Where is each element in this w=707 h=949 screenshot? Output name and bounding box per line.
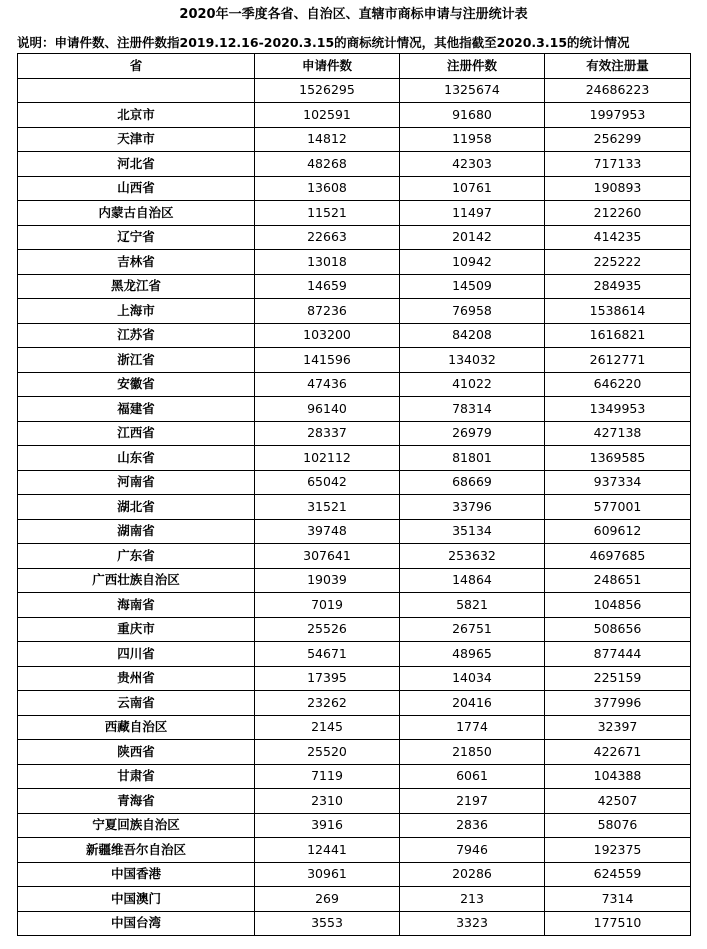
registrations-cell: 35134 bbox=[400, 519, 545, 544]
applications-cell: 11521 bbox=[255, 201, 400, 226]
valid-registrations-cell: 609612 bbox=[545, 519, 691, 544]
valid-registrations-cell: 414235 bbox=[545, 225, 691, 250]
table-row bbox=[18, 127, 691, 152]
registrations-cell: 48965 bbox=[400, 642, 545, 667]
applications-cell: 25526 bbox=[255, 617, 400, 642]
registrations-cell: 68669 bbox=[400, 470, 545, 495]
applications-cell: 17395 bbox=[255, 666, 400, 691]
table-row bbox=[18, 691, 691, 716]
applications-cell: 14659 bbox=[255, 274, 400, 299]
registrations-cell: 134032 bbox=[400, 348, 545, 373]
applications-cell: 54671 bbox=[255, 642, 400, 667]
valid-registrations-cell: 32397 bbox=[545, 715, 691, 740]
registrations-cell: 41022 bbox=[400, 372, 545, 397]
applications-cell: 102591 bbox=[255, 103, 400, 128]
table-row bbox=[18, 446, 691, 471]
applications-cell: 103200 bbox=[255, 323, 400, 348]
valid-registrations-cell: 1538614 bbox=[545, 299, 691, 324]
registrations-cell: 253632 bbox=[400, 544, 545, 569]
applications-cell: 13608 bbox=[255, 176, 400, 201]
province-cell: 新疆维吾尔自治区 bbox=[18, 838, 255, 863]
table-row bbox=[18, 887, 691, 912]
table-row bbox=[18, 348, 691, 373]
registrations-cell: 3323 bbox=[400, 911, 545, 936]
table-row bbox=[18, 152, 691, 177]
valid-registrations-cell: 177510 bbox=[545, 911, 691, 936]
table-row bbox=[18, 544, 691, 569]
valid-registrations-cell: 377996 bbox=[545, 691, 691, 716]
valid-registrations-cell: 1349953 bbox=[545, 397, 691, 422]
registrations-cell: 11497 bbox=[400, 201, 545, 226]
applications-cell: 23262 bbox=[255, 691, 400, 716]
province-cell: 陕西省 bbox=[18, 740, 255, 765]
registrations-cell: 2836 bbox=[400, 813, 545, 838]
province-cell: 山西省 bbox=[18, 176, 255, 201]
table-row bbox=[18, 176, 691, 201]
total-row bbox=[18, 78, 691, 103]
province-cell: 山东省 bbox=[18, 446, 255, 471]
registrations-cell: 81801 bbox=[400, 446, 545, 471]
table-body bbox=[18, 78, 691, 936]
applications-cell: 47436 bbox=[255, 372, 400, 397]
province-cell: 广西壮族自治区 bbox=[18, 568, 255, 593]
province-cell: 安徽省 bbox=[18, 372, 255, 397]
valid-registrations-cell: 104388 bbox=[545, 764, 691, 789]
applications-cell: 96140 bbox=[255, 397, 400, 422]
applications-cell: 13018 bbox=[255, 250, 400, 275]
registrations-cell: 213 bbox=[400, 887, 545, 912]
applications-cell: 7019 bbox=[255, 593, 400, 618]
valid-registrations-cell: 4697685 bbox=[545, 544, 691, 569]
table-row bbox=[18, 789, 691, 814]
valid-registrations-cell: 646220 bbox=[545, 372, 691, 397]
province-cell: 北京市 bbox=[18, 103, 255, 128]
registrations-cell: 14034 bbox=[400, 666, 545, 691]
valid-registrations-cell: 225222 bbox=[545, 250, 691, 275]
valid-registrations-cell: 284935 bbox=[545, 274, 691, 299]
header-row bbox=[18, 54, 691, 79]
table-row bbox=[18, 740, 691, 765]
registrations-cell: 11958 bbox=[400, 127, 545, 152]
registrations-cell: 33796 bbox=[400, 495, 545, 520]
valid-registrations-cell: 1616821 bbox=[545, 323, 691, 348]
applications-cell: 25520 bbox=[255, 740, 400, 765]
valid-registrations-cell: 7314 bbox=[545, 887, 691, 912]
province-cell: 内蒙古自治区 bbox=[18, 201, 255, 226]
header-registrations: 注册件数 bbox=[400, 54, 545, 79]
applications-cell: 30961 bbox=[255, 862, 400, 887]
valid-registrations-cell: 192375 bbox=[545, 838, 691, 863]
applications-cell: 39748 bbox=[255, 519, 400, 544]
valid-registrations-cell: 422671 bbox=[545, 740, 691, 765]
table-note: 说明：申请件数、注册件数指2019.12.16-2020.3.15的商标统计情况，其他指截至2020.3.15的统计情况 bbox=[17, 35, 630, 50]
applications-cell: 65042 bbox=[255, 470, 400, 495]
applications-cell: 22663 bbox=[255, 225, 400, 250]
table-row bbox=[18, 397, 691, 422]
registrations-cell: 14509 bbox=[400, 274, 545, 299]
registrations-cell: 10942 bbox=[400, 250, 545, 275]
province-cell: 广东省 bbox=[18, 544, 255, 569]
table-row bbox=[18, 323, 691, 348]
table-row bbox=[18, 103, 691, 128]
table-row bbox=[18, 225, 691, 250]
applications-cell: 48268 bbox=[255, 152, 400, 177]
applications-cell: 2310 bbox=[255, 789, 400, 814]
valid-registrations-cell: 577001 bbox=[545, 495, 691, 520]
valid-registrations-cell: 717133 bbox=[545, 152, 691, 177]
registrations-cell: 14864 bbox=[400, 568, 545, 593]
header-province: 省 bbox=[18, 54, 255, 79]
valid-registrations-cell: 225159 bbox=[545, 666, 691, 691]
registrations-cell: 10761 bbox=[400, 176, 545, 201]
province-cell: 天津市 bbox=[18, 127, 255, 152]
valid-registrations-cell: 624559 bbox=[545, 862, 691, 887]
province-cell: 四川省 bbox=[18, 642, 255, 667]
province-cell: 河北省 bbox=[18, 152, 255, 177]
province-cell: 青海省 bbox=[18, 789, 255, 814]
registrations-cell: 20286 bbox=[400, 862, 545, 887]
table-row bbox=[18, 519, 691, 544]
valid-registrations-cell: 1997953 bbox=[545, 103, 691, 128]
registrations-cell: 20142 bbox=[400, 225, 545, 250]
province-cell: 云南省 bbox=[18, 691, 255, 716]
province-cell: 重庆市 bbox=[18, 617, 255, 642]
registrations-cell: 5821 bbox=[400, 593, 545, 618]
header-valid-registrations: 有效注册量 bbox=[545, 54, 691, 79]
registrations-cell: 1774 bbox=[400, 715, 545, 740]
province-cell: 福建省 bbox=[18, 397, 255, 422]
table-row bbox=[18, 274, 691, 299]
table-row bbox=[18, 421, 691, 446]
table-row bbox=[18, 764, 691, 789]
table-row bbox=[18, 911, 691, 936]
registrations-cell: 7946 bbox=[400, 838, 545, 863]
statistics-table bbox=[17, 53, 691, 936]
registrations-cell: 42303 bbox=[400, 152, 545, 177]
province-cell: 甘肃省 bbox=[18, 764, 255, 789]
registrations-cell: 84208 bbox=[400, 323, 545, 348]
total-applications-cell: 1526295 bbox=[255, 78, 400, 103]
table-row bbox=[18, 250, 691, 275]
valid-registrations-cell: 937334 bbox=[545, 470, 691, 495]
valid-registrations-cell: 248651 bbox=[545, 568, 691, 593]
valid-registrations-cell: 1369585 bbox=[545, 446, 691, 471]
province-cell: 上海市 bbox=[18, 299, 255, 324]
table-row bbox=[18, 862, 691, 887]
valid-registrations-cell: 256299 bbox=[545, 127, 691, 152]
province-cell: 吉林省 bbox=[18, 250, 255, 275]
applications-cell: 12441 bbox=[255, 838, 400, 863]
applications-cell: 3916 bbox=[255, 813, 400, 838]
applications-cell: 19039 bbox=[255, 568, 400, 593]
province-cell: 海南省 bbox=[18, 593, 255, 618]
registrations-cell: 2197 bbox=[400, 789, 545, 814]
applications-cell: 141596 bbox=[255, 348, 400, 373]
table-header bbox=[18, 54, 691, 79]
applications-cell: 87236 bbox=[255, 299, 400, 324]
table-row bbox=[18, 568, 691, 593]
province-cell: 河南省 bbox=[18, 470, 255, 495]
valid-registrations-cell: 2612771 bbox=[545, 348, 691, 373]
table-row bbox=[18, 813, 691, 838]
valid-registrations-cell: 58076 bbox=[545, 813, 691, 838]
valid-registrations-cell: 212260 bbox=[545, 201, 691, 226]
province-cell: 湖北省 bbox=[18, 495, 255, 520]
table-row bbox=[18, 642, 691, 667]
applications-cell: 28337 bbox=[255, 421, 400, 446]
registrations-cell: 20416 bbox=[400, 691, 545, 716]
applications-cell: 102112 bbox=[255, 446, 400, 471]
valid-registrations-cell: 508656 bbox=[545, 617, 691, 642]
applications-cell: 269 bbox=[255, 887, 400, 912]
applications-cell: 31521 bbox=[255, 495, 400, 520]
province-cell: 辽宁省 bbox=[18, 225, 255, 250]
province-cell: 中国香港 bbox=[18, 862, 255, 887]
table-row bbox=[18, 470, 691, 495]
total-province-cell bbox=[18, 78, 255, 103]
registrations-cell: 26751 bbox=[400, 617, 545, 642]
province-cell: 浙江省 bbox=[18, 348, 255, 373]
total-registrations-cell: 1325674 bbox=[400, 78, 545, 103]
province-cell: 江苏省 bbox=[18, 323, 255, 348]
valid-registrations-cell: 427138 bbox=[545, 421, 691, 446]
registrations-cell: 78314 bbox=[400, 397, 545, 422]
applications-cell: 2145 bbox=[255, 715, 400, 740]
registrations-cell: 76958 bbox=[400, 299, 545, 324]
province-cell: 西藏自治区 bbox=[18, 715, 255, 740]
province-cell: 湖南省 bbox=[18, 519, 255, 544]
applications-cell: 3553 bbox=[255, 911, 400, 936]
table-row bbox=[18, 666, 691, 691]
registrations-cell: 6061 bbox=[400, 764, 545, 789]
total-valid-cell: 24686223 bbox=[545, 78, 691, 103]
province-cell: 江西省 bbox=[18, 421, 255, 446]
registrations-cell: 26979 bbox=[400, 421, 545, 446]
table-row bbox=[18, 715, 691, 740]
province-cell: 中国台湾 bbox=[18, 911, 255, 936]
valid-registrations-cell: 877444 bbox=[545, 642, 691, 667]
valid-registrations-cell: 190893 bbox=[545, 176, 691, 201]
registrations-cell: 91680 bbox=[400, 103, 545, 128]
valid-registrations-cell: 42507 bbox=[545, 789, 691, 814]
table-row bbox=[18, 495, 691, 520]
province-cell: 中国澳门 bbox=[18, 887, 255, 912]
table-row bbox=[18, 372, 691, 397]
table-row bbox=[18, 838, 691, 863]
valid-registrations-cell: 104856 bbox=[545, 593, 691, 618]
province-cell: 宁夏回族自治区 bbox=[18, 813, 255, 838]
table-row bbox=[18, 299, 691, 324]
table-row bbox=[18, 201, 691, 226]
page-title: 2020年一季度各省、自治区、直辖市商标申请与注册统计表 bbox=[179, 7, 528, 22]
table-row bbox=[18, 593, 691, 618]
header-applications: 申请件数 bbox=[255, 54, 400, 79]
applications-cell: 14812 bbox=[255, 127, 400, 152]
province-cell: 黑龙江省 bbox=[18, 274, 255, 299]
province-cell: 贵州省 bbox=[18, 666, 255, 691]
applications-cell: 7119 bbox=[255, 764, 400, 789]
table-row bbox=[18, 617, 691, 642]
registrations-cell: 21850 bbox=[400, 740, 545, 765]
applications-cell: 307641 bbox=[255, 544, 400, 569]
